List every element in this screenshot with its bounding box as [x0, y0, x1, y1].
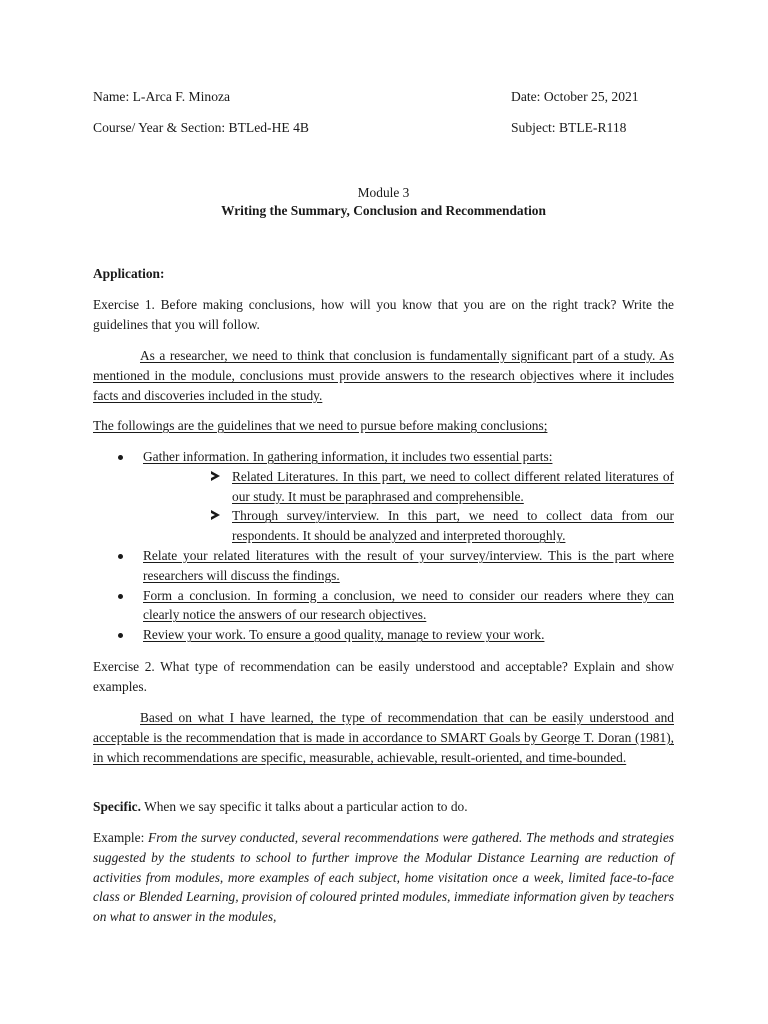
exercise1-question: Exercise 1. Before making conclusions, how will you know that you are on the right track? Write the guidelines that you will follow. — [93, 297, 674, 332]
bullet-icon — [118, 594, 123, 599]
list-item — [93, 506, 674, 546]
guidelines-list — [93, 447, 674, 645]
exercise2-answer: Based on what I have learned, the type of recommendation that can be easily understood and acceptable is the recommendation that is made in accordance to SMART Goals by George T. Doran (1981), in which recommendations are specific, measurable, achievable, result-oriented, and time-bounded. — [93, 710, 674, 765]
bullet-text: Review your work. To ensure a good quality, manage to review your work. — [143, 627, 545, 643]
bullet-icon — [118, 554, 123, 559]
bullet-icon — [118, 455, 123, 460]
subject-code: Subject: BTLE-R118 — [511, 120, 627, 135]
student-name: Name: L-Arca F. Minoza — [93, 89, 231, 104]
module-number: Module 3 — [357, 185, 410, 200]
list-item — [93, 586, 674, 626]
specific-paragraph — [93, 797, 674, 817]
list-item — [93, 467, 674, 507]
course-section: Course/ Year & Section: BTLed-HE 4B — [93, 120, 309, 135]
submission-date: Date: October 25, 2021 — [511, 89, 639, 104]
application-heading: Application: — [93, 266, 165, 281]
exercise1-answer: As a researcher, we need to think that conclusion is fundamentally significant part of a study. As mentioned in the module, conclusions must provide answers to the research objectives where it includes facts and discoveries included in the study. — [93, 348, 674, 403]
bullet-text: Form a conclusion. In forming a conclusion, we need to consider our readers where they can clearly notice the answers of our research objectives. — [143, 587, 674, 623]
specific-text: When we say specific it talks about a particular action to do. — [140, 799, 468, 814]
sub-item-text: Through survey/interview. In this part, we need to collect data from our respondents. It should be analyzed and interpreted thoroughly. — [232, 508, 674, 544]
bullet-icon — [118, 633, 123, 638]
example-text: From the survey conducted, several recommendations were gathered. The methods and strategies suggested by the students to school to further improve the Modular Distance Learning are reduction of activities from modules, more examples of each subject, home visitation once a week, limited face-to-face class or Blended Learning, provision of coloured printed modules, immediate information given by teachers on what to answer in the modules, — [93, 830, 674, 925]
bullet-text: Gather information. In gathering information, it includes two essential parts: — [143, 449, 553, 464]
arrow-bullet-icon — [211, 471, 220, 481]
list-item — [93, 625, 674, 645]
example-paragraph — [93, 828, 674, 927]
list-item — [93, 447, 674, 546]
example-label: Example: — [93, 830, 149, 845]
arrow-bullet-icon — [211, 510, 220, 520]
bullet-text: Relate your related literatures with the result of your survey/interview. This is the part where researchers will discuss the findings. — [143, 547, 674, 583]
exercise2-question: Exercise 2. What type of recommendation can be easily understood and acceptable? Explain and show examples. — [93, 659, 674, 694]
list-item — [93, 546, 674, 586]
sub-item-text: Related Literatures. In this part, we need to collect different related literatures of our study. It must be paraphrased and comprehensible. — [232, 468, 674, 504]
guidelines-intro: The followings are the guidelines that we need to pursue before making conclusions; — [93, 418, 548, 433]
module-title: Writing the Summary, Conclusion and Recommendation — [221, 203, 546, 218]
specific-label: Specific. — [93, 799, 141, 814]
